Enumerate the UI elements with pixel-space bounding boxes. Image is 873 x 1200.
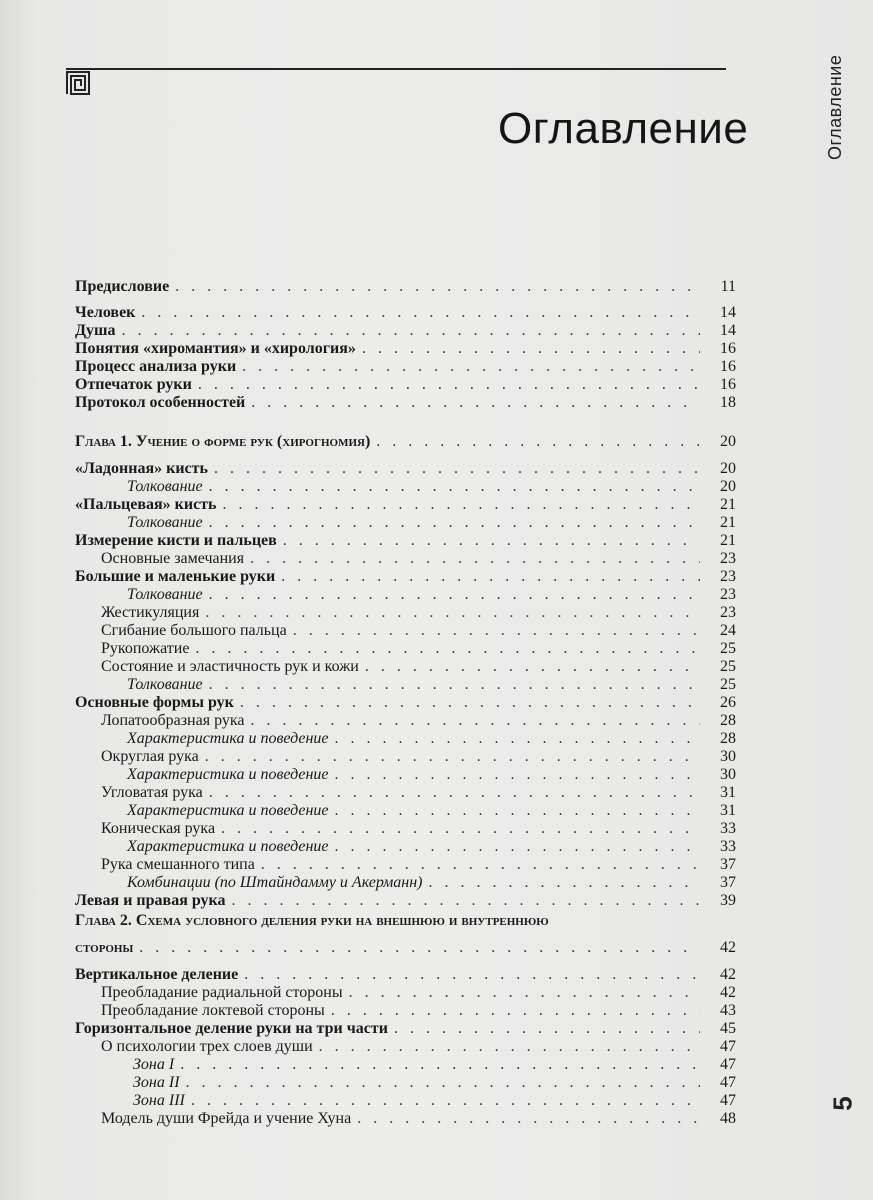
toc-entry-page: 25 [720,658,736,675]
toc-entry-page: 25 [720,640,736,657]
toc-entry-page: 11 [720,278,736,295]
dot-leader [293,622,700,640]
page-title: Оглавление [498,104,749,153]
toc-entry[interactable] [127,586,700,604]
toc-entry-title: Округлая рука [101,748,199,765]
toc-entry[interactable] [101,820,700,838]
toc-entry-title: Основные формы рук [75,694,234,711]
toc-entry-page: 16 [720,358,736,375]
toc-entry-title: Глава 1. Учение о форме рук (хирогномия) [75,433,371,450]
toc-entry-title: О психологии трех слоев души [101,1038,313,1055]
toc-entry[interactable] [127,676,700,694]
toc-entry-page: 30 [720,766,736,783]
dot-leader [281,568,700,586]
toc-entry[interactable] [127,514,700,532]
toc-entry[interactable] [127,766,700,784]
dot-leader [283,532,700,550]
toc-entry-title: Жестикуляция [101,604,200,621]
toc-entry-title: стороны [75,939,134,956]
toc-entry-title: Состояние и эластичность рук и кожи [101,658,359,675]
toc-entry-page: 28 [720,730,736,747]
dot-leader [214,460,700,478]
toc-entry-page: 21 [720,532,736,549]
toc-entry-page: 23 [720,568,736,585]
toc-entry-title: Сгибание большого пальца [101,622,287,639]
toc-entry[interactable] [101,550,700,568]
toc-entry[interactable] [75,433,700,451]
dot-leader [209,676,700,694]
toc-entry-title: Левая и правая рука [75,892,226,909]
toc-entry[interactable] [101,784,700,802]
toc-entry-title: Лопатообразная рука [101,712,245,729]
dot-leader [122,322,700,340]
toc-entry[interactable] [75,340,700,358]
toc-entry[interactable] [101,622,700,640]
dot-leader [209,514,700,532]
dot-leader [319,1038,700,1056]
toc-entry-page: 20 [720,433,736,450]
toc-entry[interactable] [127,874,700,892]
toc-entry[interactable] [75,358,700,376]
toc-entry-page: 33 [720,838,736,855]
dot-leader [429,874,701,892]
dot-leader [139,939,700,957]
toc-entry-title: Модель души Фрейда и учение Хуна [101,1110,352,1127]
running-head-vertical: Оглавление [825,54,845,160]
toc-entry[interactable] [75,496,700,514]
toc-entry-title: Характеристика и поведение [127,802,329,819]
toc-entry-title: Большие и маленькие руки [75,568,276,585]
toc-entry-title: Человек [75,304,136,321]
toc-entry-page: 42 [720,966,736,983]
toc-entry-title: Основные замечания [101,550,245,567]
toc-entry-title: Угловатая рука [101,784,203,801]
toc-entry-title: Характеристика и поведение [127,766,329,783]
toc-entry[interactable] [75,568,700,586]
toc-entry-title: Зона II [133,1074,180,1091]
greek-key-ornament-icon [66,71,90,95]
toc-entry-title: Предисловие [75,278,170,295]
dot-leader [191,1092,700,1110]
toc-entry-title: Душа [75,322,116,339]
toc-entry-page: 18 [720,394,736,411]
toc-entry-page: 47 [720,1038,736,1055]
toc-entry-page: 31 [720,784,736,801]
toc-entry-page: 37 [720,856,736,873]
toc-entry-page: 28 [720,712,736,729]
toc-entry-title: Измерение кисти и пальцев [75,532,277,549]
toc-entry-page: 16 [720,376,736,393]
toc-entry[interactable] [101,1110,700,1128]
toc-entry[interactable] [75,966,700,984]
dot-leader [141,304,700,322]
toc-entry-page: 31 [720,802,736,819]
toc-entry-page: 14 [720,322,736,339]
toc-entry[interactable] [101,1038,700,1056]
toc-entry-title: «Пальцевая» кисть [75,496,217,513]
dot-leader [261,856,700,874]
dot-leader [232,892,700,910]
toc-entry[interactable] [127,730,700,748]
toc-entry-page: 24 [720,622,736,639]
toc-entry-page: 39 [720,892,736,909]
dot-leader [349,984,700,1002]
toc-entry[interactable] [101,1002,700,1020]
toc-entry-title: Толкование [127,478,203,495]
toc-entry-title: Преобладание локтевой стороны [101,1002,325,1019]
dot-leader [365,658,700,676]
dot-leader [205,604,700,622]
toc-entry-page: 48 [720,1110,736,1127]
toc-entry-page: 42 [720,939,736,956]
toc-entry-page: 37 [720,874,736,891]
toc-entry-title: Протокол особенностей [75,394,246,411]
dot-leader [394,1020,700,1038]
dot-leader [250,550,700,568]
toc-entry[interactable] [133,1092,700,1110]
toc-entry-title: Комбинации (по Штайндамму и Акерманн) [127,874,423,891]
chapter-2-heading-line1: Глава 2. Схема условного деления руки на внешнюю и внутреннюю [75,912,549,929]
dot-leader [376,433,700,451]
toc-entry-page: 23 [720,586,736,603]
toc-entry-page: 21 [720,514,736,531]
toc-entry-title: Характеристика и поведение [127,730,329,747]
toc-entry-title: Рука смешанного типа [101,856,255,873]
dot-leader [175,278,700,296]
toc-entry[interactable] [127,838,700,856]
toc-entry-title: Преобладание радиальной стороны [101,984,343,1001]
dot-leader [335,802,700,820]
toc-entry-title: «Ладонная» кисть [75,460,208,477]
toc-entry-page: 21 [720,496,736,513]
toc-entry-page: 23 [720,604,736,621]
dot-leader [242,358,700,376]
toc-entry[interactable] [75,304,700,322]
toc-entry-title: Толкование [127,514,203,531]
toc-entry-title: Коническая рука [101,820,216,837]
toc-entry-page: 42 [720,984,736,1001]
toc-entry[interactable] [75,1020,700,1038]
toc-entry-title: Отпечаток руки [75,376,192,393]
toc-entry[interactable] [75,278,700,296]
toc-entry-page: 43 [720,1002,736,1019]
dot-leader [331,1002,700,1020]
toc-entry-page: 23 [720,550,736,567]
toc-entry-page: 45 [720,1020,736,1037]
toc-entry[interactable] [127,802,700,820]
toc-entry[interactable] [75,460,700,478]
toc-entry[interactable] [101,856,700,874]
toc-entry[interactable] [75,532,700,550]
toc-entry-title: Понятия «хиромантия» и «хирология» [75,340,356,357]
dot-leader [335,730,700,748]
toc-entry-title: Процесс анализа руки [75,358,237,375]
toc-entry-title: Зона I [133,1056,175,1073]
toc-entry-title: Толкование [127,676,203,693]
toc-entry-page: 20 [720,478,736,495]
toc-entry-page: 25 [720,676,736,693]
dot-leader [335,838,700,856]
dot-leader [209,586,700,604]
toc-entry-page: 20 [720,460,736,477]
dot-leader [357,1110,700,1128]
dot-leader [186,1074,700,1092]
dot-leader [209,784,700,802]
dot-leader [362,340,700,358]
dot-leader [223,496,701,514]
toc-entry[interactable] [101,640,700,658]
toc-entry-title: Характеристика и поведение [127,838,329,855]
dot-leader [244,966,700,984]
toc-entry-page: 33 [720,820,736,837]
toc-entry[interactable] [127,478,700,496]
dot-leader [335,766,700,784]
dot-leader [221,820,700,838]
toc-entry-title: Толкование [127,586,203,603]
toc-entry-page: 26 [720,694,736,711]
toc-entry-title: Рукопожатие [101,640,190,657]
toc-entry-page: 47 [720,1056,736,1073]
toc-entry[interactable] [75,694,700,712]
toc-entry-title: Зона III [133,1092,185,1109]
dot-leader [198,376,700,394]
dot-leader [251,394,700,412]
dot-leader [195,640,700,658]
toc-entry[interactable] [133,1074,700,1092]
toc-entry[interactable] [75,394,700,412]
page-number: 5 [827,1096,858,1111]
dot-leader [205,748,700,766]
toc-entry[interactable] [75,322,700,340]
toc-entry[interactable] [101,748,700,766]
toc-entry[interactable] [101,604,700,622]
dot-leader [251,712,701,730]
toc-entry-page: 14 [720,304,736,321]
header-rule [66,68,726,70]
toc-entry-title: Вертикальное деление [75,966,239,983]
toc-entry-title: Горизонтальное деление руки на три части [75,1020,388,1037]
toc-entry-page: 16 [720,340,736,357]
toc-entry-page: 47 [720,1074,736,1091]
dot-leader [209,478,700,496]
toc-entry[interactable] [101,984,700,1002]
toc-entry[interactable] [133,1056,700,1074]
dot-leader [180,1056,700,1074]
toc-entry[interactable] [75,892,700,910]
toc-entry-page: 47 [720,1092,736,1109]
toc-entry[interactable] [101,712,700,730]
toc-entry-page: 30 [720,748,736,765]
toc-entry[interactable] [75,939,700,957]
toc-entry[interactable] [101,658,700,676]
dot-leader [240,694,700,712]
toc-entry[interactable] [75,376,700,394]
